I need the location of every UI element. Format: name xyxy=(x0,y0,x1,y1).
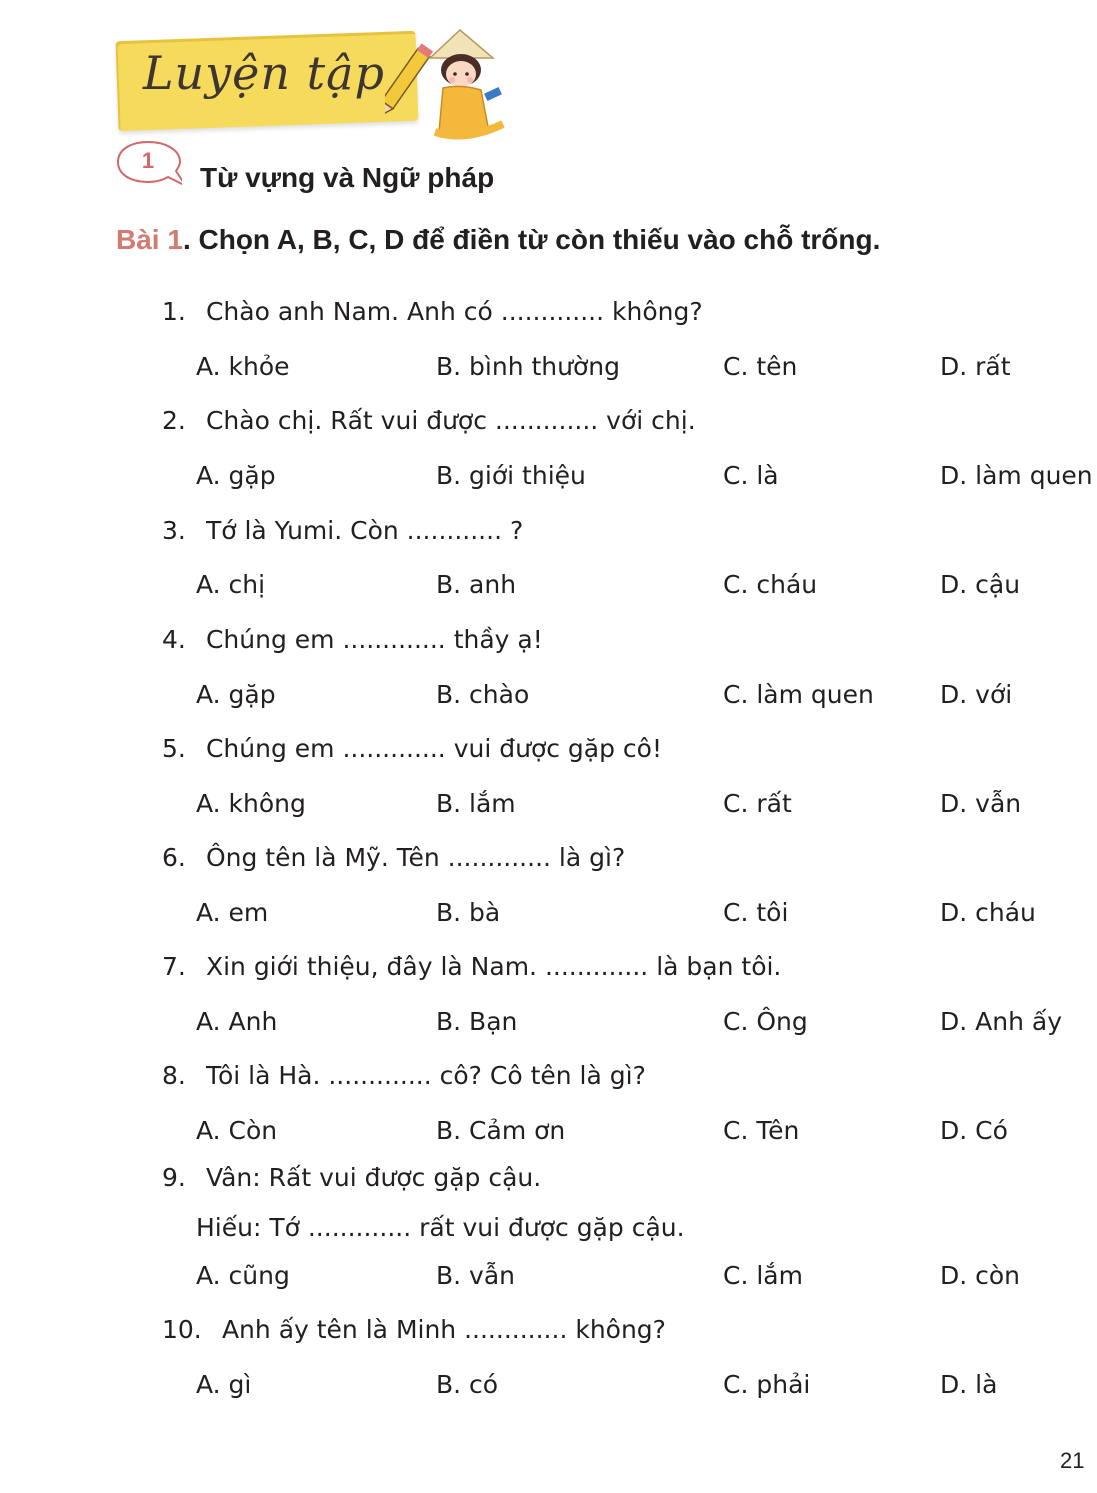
option-c[interactable]: C. tên xyxy=(723,352,798,381)
question-text: Ông tên là Mỹ. Tên ............. là gì? xyxy=(205,843,626,872)
girl-with-pencil-illustration xyxy=(385,28,510,140)
option-b[interactable]: B. Cảm ơn xyxy=(436,1116,566,1145)
option-d[interactable]: D. vẫn xyxy=(940,789,1022,818)
option-b[interactable]: B. chào xyxy=(436,680,530,709)
question-number: 4. xyxy=(162,625,186,654)
option-c[interactable]: C. rất xyxy=(723,789,792,818)
option-b[interactable]: B. bà xyxy=(436,898,501,927)
option-a[interactable]: A. gì xyxy=(196,1370,252,1399)
option-a[interactable]: A. khỏe xyxy=(196,352,290,381)
question-number: 3. xyxy=(162,516,186,545)
option-d[interactable]: D. cháu xyxy=(940,898,1036,927)
option-d[interactable]: D. còn xyxy=(940,1261,1021,1290)
question-number: 7. xyxy=(162,952,186,981)
question-9 xyxy=(162,1163,541,1192)
question-7 xyxy=(162,952,781,981)
option-a[interactable]: A. chị xyxy=(196,570,266,599)
question-text: Chúng em ............. vui được gặp cô! xyxy=(205,734,662,763)
option-c[interactable]: C. là xyxy=(723,461,779,490)
option-d[interactable]: D. cậu xyxy=(940,570,1021,599)
exercise-heading xyxy=(116,224,880,256)
lesson-banner xyxy=(117,28,507,140)
question-10 xyxy=(162,1315,666,1344)
option-c[interactable]: C. lắm xyxy=(723,1261,803,1290)
option-a[interactable]: A. em xyxy=(196,898,269,927)
question-6 xyxy=(162,843,625,872)
option-b[interactable]: B. bình thường xyxy=(436,352,620,381)
option-d[interactable]: D. Có xyxy=(940,1116,1008,1145)
page-number: 21 xyxy=(1060,1448,1085,1473)
banner-title: Luyện tập xyxy=(143,46,385,100)
question-4 xyxy=(162,625,543,654)
option-c[interactable]: C. Ông xyxy=(723,1007,808,1036)
exercise-label: Bài 1 xyxy=(116,224,183,255)
question-2 xyxy=(162,406,696,435)
section-title: Từ vựng và Ngữ pháp xyxy=(200,162,495,193)
question-text: Tớ là Yumi. Còn ............ ? xyxy=(205,516,524,545)
option-a[interactable]: A. Anh xyxy=(196,1007,278,1036)
question-text: Xin giới thiệu, đây là Nam. ............. là bạn tôi. xyxy=(205,952,782,981)
question-text: Anh ấy tên là Minh ............. không? xyxy=(221,1315,666,1344)
option-c[interactable]: C. phải xyxy=(723,1370,811,1399)
question-number: 10. xyxy=(162,1315,202,1344)
question-number: 2. xyxy=(162,406,186,435)
option-d[interactable]: D. làm quen xyxy=(940,461,1093,490)
option-a[interactable]: A. cũng xyxy=(196,1261,290,1290)
option-a[interactable]: A. gặp xyxy=(196,680,276,709)
option-b[interactable]: B. lắm xyxy=(436,789,516,818)
option-c[interactable]: C. Tên xyxy=(723,1116,800,1145)
question-text: Vân: Rất vui được gặp cậu. xyxy=(205,1163,542,1192)
question-text: Chào anh Nam. Anh có ............. không? xyxy=(205,297,703,326)
question-5 xyxy=(162,734,662,763)
section-heading xyxy=(116,140,616,196)
question-text: Chào chị. Rất vui được ............. với chị. xyxy=(205,406,696,435)
question-number: 6. xyxy=(162,843,186,872)
question-9-subline: Hiếu: Tớ ............. rất vui được gặp cậu. xyxy=(196,1213,685,1242)
section-number: 1 xyxy=(141,148,155,173)
option-d[interactable]: D. Anh ấy xyxy=(940,1007,1062,1036)
question-number: 9. xyxy=(162,1163,186,1192)
question-number: 8. xyxy=(162,1061,186,1090)
option-a[interactable]: A. Còn xyxy=(196,1116,278,1145)
option-c[interactable]: C. cháu xyxy=(723,570,818,599)
question-8 xyxy=(162,1061,646,1090)
option-c[interactable]: C. làm quen xyxy=(723,680,874,709)
question-text: Tôi là Hà. ............. cô? Cô tên là gì? xyxy=(205,1061,646,1090)
question-text: Chúng em ............. thầy ạ! xyxy=(205,625,543,654)
exercise-instruction: . Chọn A, B, C, D để điền từ còn thiếu vào chỗ trống. xyxy=(182,224,881,255)
option-d[interactable]: D. là xyxy=(940,1370,998,1399)
option-d[interactable]: D. với xyxy=(940,680,1013,709)
option-b[interactable]: B. vẫn xyxy=(436,1261,516,1290)
option-c[interactable]: C. tôi xyxy=(723,898,789,927)
option-b[interactable]: B. giới thiệu xyxy=(436,461,586,490)
question-number: 1. xyxy=(162,297,186,326)
question-3 xyxy=(162,516,523,545)
option-a[interactable]: A. không xyxy=(196,789,306,818)
option-d[interactable]: D. rất xyxy=(940,352,1011,381)
option-b[interactable]: B. Bạn xyxy=(436,1007,518,1036)
question-number: 5. xyxy=(162,734,186,763)
option-b[interactable]: B. có xyxy=(436,1370,499,1399)
question-1 xyxy=(162,297,703,326)
option-b[interactable]: B. anh xyxy=(436,570,517,599)
option-a[interactable]: A. gặp xyxy=(196,461,276,490)
